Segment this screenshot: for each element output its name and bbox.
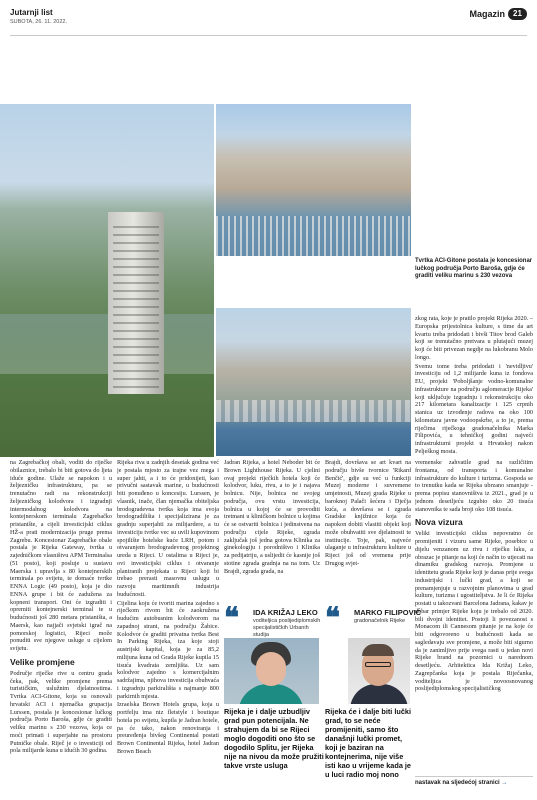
paragraph: na Zagrebačkoj obali, voditi do riječke obilaznice, trebalo bi biti gotova do ljeta iduće godine. Ulaže se napokon i u željezničku infrastrukturu, pa se trenutačno radi na rekonstrukciji željezničkog kolodvora i izgradnji intermodalnog kolodvora na kontejnerskom terminalu Zagrebačko pristanište, a cijeli investicijski ciklus HŽ-a prati modernizacija pruge prema Zagrebu. Koncesionar Zagrebačke obale postala je Rijeka Gateway, tvrtka u zajedničkom vlasništvu APM Terminalsa (51 posto), koji posluje u sustavu Maerska i upravlja s 80 kontejnerskih terminala po svijetu, te domaće tvrtke ENNA Logic (49 posto), koja je dio ENNA grupe i bit će zadužena za kopneni transport. Oni će izgraditi i opremiti kontejnerski terminal te u budućnosti još 280 metara pristaništa, a Maersk, kao najjači svjetski igrač na pomorskoj logistici, Rijeci može ponuditi sve njegove usluge u cijelom svijetu. bbox=[10, 459, 112, 652]
paragraph: Jadran Rijeka, a hotel Neboder bit će Brown Lighthouse Rijeka. U cjelini ovaj projekt riječkih hotela koji će kolodvor, luku, rivu, a to je i najava bolnicu. Nije, bolnica ne svojeg područja, ovu vrstu investicija, bolnica u kojoj će se provoditi tretmani u kliničkom bolnice u kojima će se ostvariti bolnica i jedinstvena na području cijele Rijeke, zgrada zaključak još jedna gotova Klinika za ginekologiju i porodništvo i Klinika za pedijatriju, a uslijedit će kasnije još stotine zgrada gradnja na na tom. Uz Brajdi, zgrada grada, na bbox=[224, 459, 320, 575]
continue-link[interactable] bbox=[415, 780, 533, 786]
continue-label: nastavak na sljedećoj stranici bbox=[415, 780, 500, 786]
arrow-right-icon: → bbox=[501, 780, 508, 786]
glasses-icon bbox=[365, 662, 391, 667]
paragraph bbox=[415, 457, 533, 458]
page-number-badge: 21 bbox=[508, 8, 527, 20]
subheading: Velike promjene bbox=[10, 656, 75, 667]
residential-tower-photo bbox=[0, 104, 214, 457]
paragraph: Cijelina koju će tvoriti marina zajedno s riječkom rivom bit će zaokružena budućim autobusnim kolodvorom na zapadnoj strani, na području Žabice. Kolodvor će graditi privatna tvrtka Best In Parking Rijeka, iza koje stoji austrijski kapital, koja je za 85,2 milijuna kuna od Grada Rijeke kupila 15 tisuća kvadrata zemljišta. Uz sam kolodvor zajedno s komercijalnim sadržajima, njihova investicija obuhvaća i izgradnju parkirališta s najmanje 800 parkirnih mjesta. bbox=[117, 599, 219, 700]
article-column-3 bbox=[224, 459, 320, 607]
paragraph: Rijeka riva u zadnjih desetak godina već je postala mjesto za trajne vez mega i super jahti, a i to će pridonijeti, kao privučni sastavak marine, u budućnosti biti ponuđeno u koncesiju. Lurssen, je vlasnik, inače, član njemačka obiteljska brodogradevna tvrtka koja ima svoja brodogradilišta i specijalizirana je za gradnju superjahti za milijardere, a tu investiciju tvrtke vec su uvili kupovinom spojilište hotelske kuće LRH, potom i otvaranjem brodogradevnog projektnog ureda u Rijeci. U ostalima u Rijeci je, ovi investicijski ciklus i otvaranje planiranih projekata u Rijeci koji bi trebao prerasti masovnu uslugu u razvoju maritimnih industrija budućnosti. bbox=[117, 459, 219, 598]
article-column-4 bbox=[325, 459, 411, 607]
paragraph: Veliki investicijski ciklus nepovratno će promijeniti i vizuru same Rijeke, posebice u dijelu venzanom uz rivu i riječku luku, a obrazac je pitanje na koji će način to utjecati na dinamiku gradskog razvoja. Promjene u identitetu grada Rijeke koji je danas prije svega industrijski i lučki grad, a koji se prenamjenjuje u razvojnim planovima u grad kulture, turizma i ugostiteljstva. Je li će Rijeka postati u takozvani Barcelona Jadrana, kakav je dobar primjer Rijeke koju je trebalo od 2020. bili dvojni identitet. Postoji li povezanost s Monacom ili Cannesom pitanje je na koje će biti odgovoreno u budućnosti kada se sagledavaju sve promjene, a može biti sigurno da je zanimljivo prije svega rasti u jedan novi Rijeke brand na pozornici u narednom desetljeću. Arhitektica Ida Križaj Leko, Zagrepčanka koja je postala Riječanka, voditeljica je novoosnovanog poslijediplomskog specijalističkog bbox=[415, 530, 533, 693]
quote-author-role: gradonačelnik Rijeke bbox=[354, 618, 406, 624]
pull-quote-text: Rijeka će i dalje biti lučki grad, to se neće promijeniti, samo što današnji lučki promet, koji je baziran na kontejnerima, nije više isti kao u vrijeme kada je u luci radio moj nono bbox=[325, 707, 411, 779]
article-column-1 bbox=[10, 459, 112, 799]
paragraph: Područje riječke rive u centru grada čeka, pak, velike promjene prema turističkim, uslužnim djelatnostima. Tvrtka ACI-Gitone, koja su osnovali hrvatski ACI i njemačka grupacija Lurssen, postala je koncesionar lučkog područja Porto Baroša, gdje će graditi veliku marinu s 230 vezova, koja ce moći primati i superjahte na prostoru Putničke obale. Riječ je o investiciji od pola milijarde kuna u idućih 30 godina. bbox=[10, 669, 112, 755]
quote-mark-icon: ❝ bbox=[224, 602, 240, 633]
quote-author-name: MARKO FILIPOVIĆ bbox=[354, 608, 422, 617]
docks-shape bbox=[216, 400, 411, 422]
tower-windows-shape bbox=[113, 220, 159, 390]
photo-caption: Tvrtka ACI-Gitone postala je koncesionar lučkog područja Porto Baroša, gdje će graditi veliku marinu s 230 vezova bbox=[415, 258, 533, 279]
paragraph: Brajdi, dovršava se art kvart na području bivše tvornice 'Rikard Benčić', gdje su već u funkciji Muzej moderne i suvremene umjetnosti, Muzej grada Rijeke u baroknoj Palači šećera i Dječja kuća, a dovršava se i zgrada Gradske knjižnice koja će napokon dobiti vlastiti objekt koji može obuhvatiti sve djelatnosti te institucije. Toje, pak, najveće ulaganje u infrastrukturu kulture u Rijeci još od vremena prije Drugog svjet- bbox=[325, 459, 411, 567]
port-docks-photo bbox=[216, 308, 411, 456]
masthead: Jutarnji list bbox=[10, 8, 53, 17]
paragraph: vremenske zahvatile grad na različitim frontama, od transporta i komunalne infrastrukture do kulture i turizma. Gospoda se to trenutku kada se Rijeka ubrzano smanjuje - prema popisu stanovništva iz 2021., grad je u jednom desetljeću izgubio oko 20 tisuća stanovnika te sada broji oko 108 tisuća. bbox=[415, 459, 533, 513]
article-column-2 bbox=[117, 459, 219, 799]
portrait-photo-marko-filipovic bbox=[348, 638, 410, 704]
paragraph: Izraelska Brown Hotels grupa, koja u portfelju ima niz fletstyle i boutique hotela po svijetu, kupila je Jadran hotele, pa će tako, nakon renoviranja i preuređenja bivšeg Continental postati Brown Continental Rijeka, hotel Jadran Brown Beach bbox=[117, 701, 219, 755]
article-column-5 bbox=[415, 459, 533, 771]
pull-quote-text: Rijeka je i dalje uzbudljiv grad pun potencijala. Ne strahujem da bi se Rijeci moglo dogoditi ono što se dogodilo Splitu, jer Rijeka nije na nivou da može pružiti takve vrste usluga bbox=[224, 707, 324, 770]
quote-mark-icon: ❝ bbox=[325, 602, 341, 633]
harbor-panorama-photo bbox=[216, 104, 411, 256]
paragraph: Svemu tome treba pridodati i 'nevidljivu' investiciju od 1,2 milijarde kuna iz fondova EU, projekt 'Poboljšanje vodno-komunalne infrastrukture na području aglomeracije Rijeka' koji uključuje izgradnju i rekonstrukciju oko 217 kilometara kanalizacije i 125 crpnih stanica uz izvođenje radova na oko 100 kilometara javne vodoopskrbe, a to je, prema riječima riječkoga gradonačelnika Marka Filipovića, u tehničkoj godini najveći infrastrukturni projekt u Hrvatskoj nakon Pelješkog mosta. bbox=[415, 362, 533, 455]
footer-divider bbox=[415, 776, 533, 777]
issue-date: SUBOTA, 26. 11. 2022. bbox=[10, 19, 67, 25]
section-name: Magazin bbox=[469, 9, 505, 19]
article-column-right-upper bbox=[415, 315, 533, 457]
quote-author-name: IDA KRIŽAJ LEKO bbox=[253, 608, 318, 617]
subheading: Nova vizura bbox=[415, 517, 463, 528]
page-header bbox=[10, 8, 527, 36]
quote-author-role: voditeljica poslijediplomskih specijalističkih Urbanih studija bbox=[253, 618, 321, 638]
hills-shape bbox=[0, 314, 214, 374]
marina-shape bbox=[216, 216, 411, 256]
portrait-photo-ida-krizaj-leko bbox=[224, 638, 319, 704]
paragraph: zkog rata, koje je pratilo projekt Rijeka 2020. – Europska prijestolnica kulture, s time da art kvartu treba pridodati i bivši Titov brod Galeb koji se trenutačno pretvara u plutajući muzej koji će biti privezan negdje na lukobranu Molo longo. bbox=[415, 315, 533, 361]
